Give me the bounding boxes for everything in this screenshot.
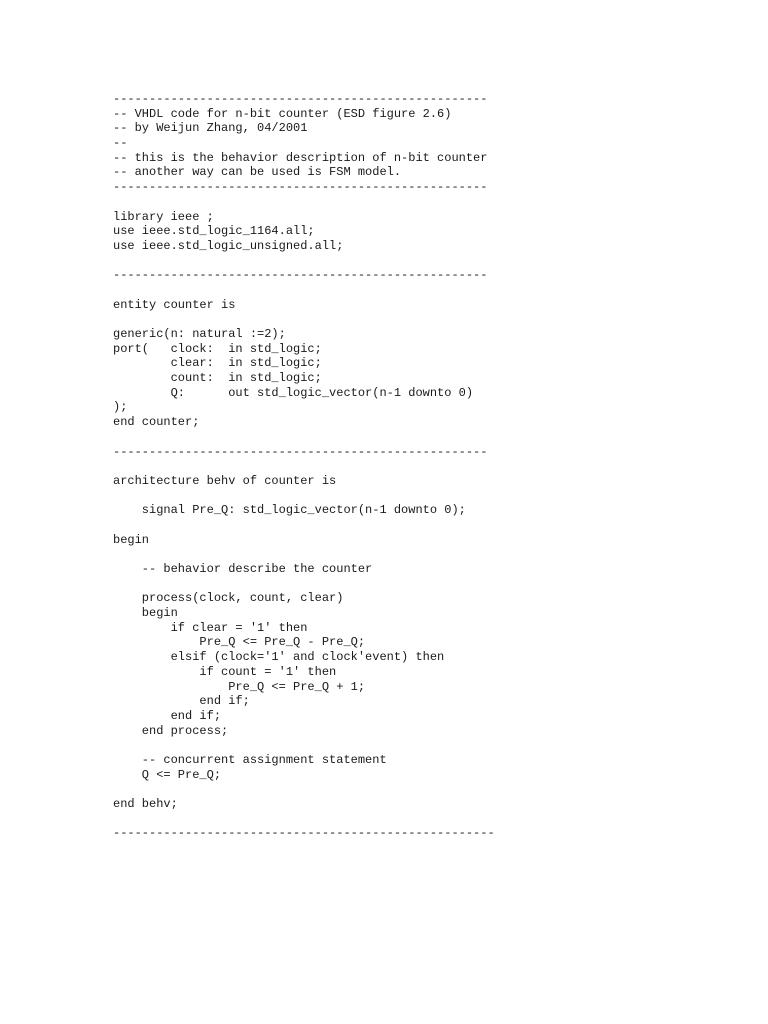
code-line: [113, 195, 753, 210]
code-line: -- by Weijun Zhang, 04/2001: [113, 121, 308, 136]
code-line: process(clock, count, clear): [113, 591, 344, 606]
code-line: use ieee.std_logic_1164.all;: [113, 224, 315, 239]
code-line: -- VHDL code for n-bit counter (ESD figure 2.6): [113, 106, 452, 121]
code-line: clear: in std_logic;: [113, 356, 322, 371]
code-line: end if;: [113, 694, 250, 709]
code-line: Pre_Q <= Pre_Q + 1;: [113, 679, 366, 694]
code-line: end if;: [113, 708, 222, 723]
code-line: elsif (clock='1' and clock'event) then: [113, 650, 445, 665]
code-line: ----------------------------------------------------: [113, 180, 488, 195]
code-line: [113, 782, 753, 797]
code-line: architecture behv of counter is: [113, 473, 337, 488]
code-line: port( clock: in std_logic;: [113, 341, 322, 356]
code-line: use ieee.std_logic_unsigned.all;: [113, 238, 344, 253]
code-line: [113, 254, 753, 269]
code-line: [113, 738, 753, 753]
code-line: count: in std_logic;: [113, 371, 322, 386]
code-line: entity counter is: [113, 297, 236, 312]
code-line: );: [113, 400, 128, 415]
code-line: [113, 430, 753, 445]
code-line: --: [113, 136, 128, 151]
code-line: [113, 459, 753, 474]
code-line: begin: [113, 532, 150, 547]
code-line: [113, 489, 753, 504]
vhdl-code-block: [113, 92, 753, 841]
code-line: -- concurrent assignment statement: [113, 752, 387, 767]
code-line: -----------------------------------------------------: [113, 826, 495, 841]
code-line: if clear = '1' then: [113, 620, 308, 635]
code-line: end process;: [113, 723, 229, 738]
code-line: [113, 547, 753, 562]
code-line: [113, 518, 753, 533]
code-line: -- this is the behavior description of n-bit counter: [113, 150, 488, 165]
code-line: -- another way can be used is FSM model.: [113, 165, 402, 180]
code-line: ----------------------------------------------------: [113, 444, 488, 459]
code-line: library ieee ;: [113, 209, 214, 224]
code-line: -- behavior describe the counter: [113, 562, 373, 576]
code-line: [113, 283, 753, 298]
code-line: [113, 812, 753, 827]
code-line: signal Pre_Q: std_logic_vector(n-1 downto 0);: [113, 503, 466, 518]
code-line: generic(n: natural :=2);: [113, 327, 286, 341]
code-line: ----------------------------------------------------: [113, 92, 488, 106]
code-line: ----------------------------------------------------: [113, 268, 488, 283]
code-line: end behv;: [113, 797, 178, 811]
code-line: end counter;: [113, 415, 200, 430]
code-line: if count = '1' then: [113, 664, 337, 679]
code-line: Q: out std_logic_vector(n-1 downto 0): [113, 385, 474, 400]
code-line: Pre_Q <= Pre_Q - Pre_Q;: [113, 635, 366, 650]
code-line: [113, 577, 753, 592]
code-line: [113, 312, 753, 327]
code-line: Q <= Pre_Q;: [113, 767, 222, 782]
code-line: begin: [113, 606, 178, 621]
